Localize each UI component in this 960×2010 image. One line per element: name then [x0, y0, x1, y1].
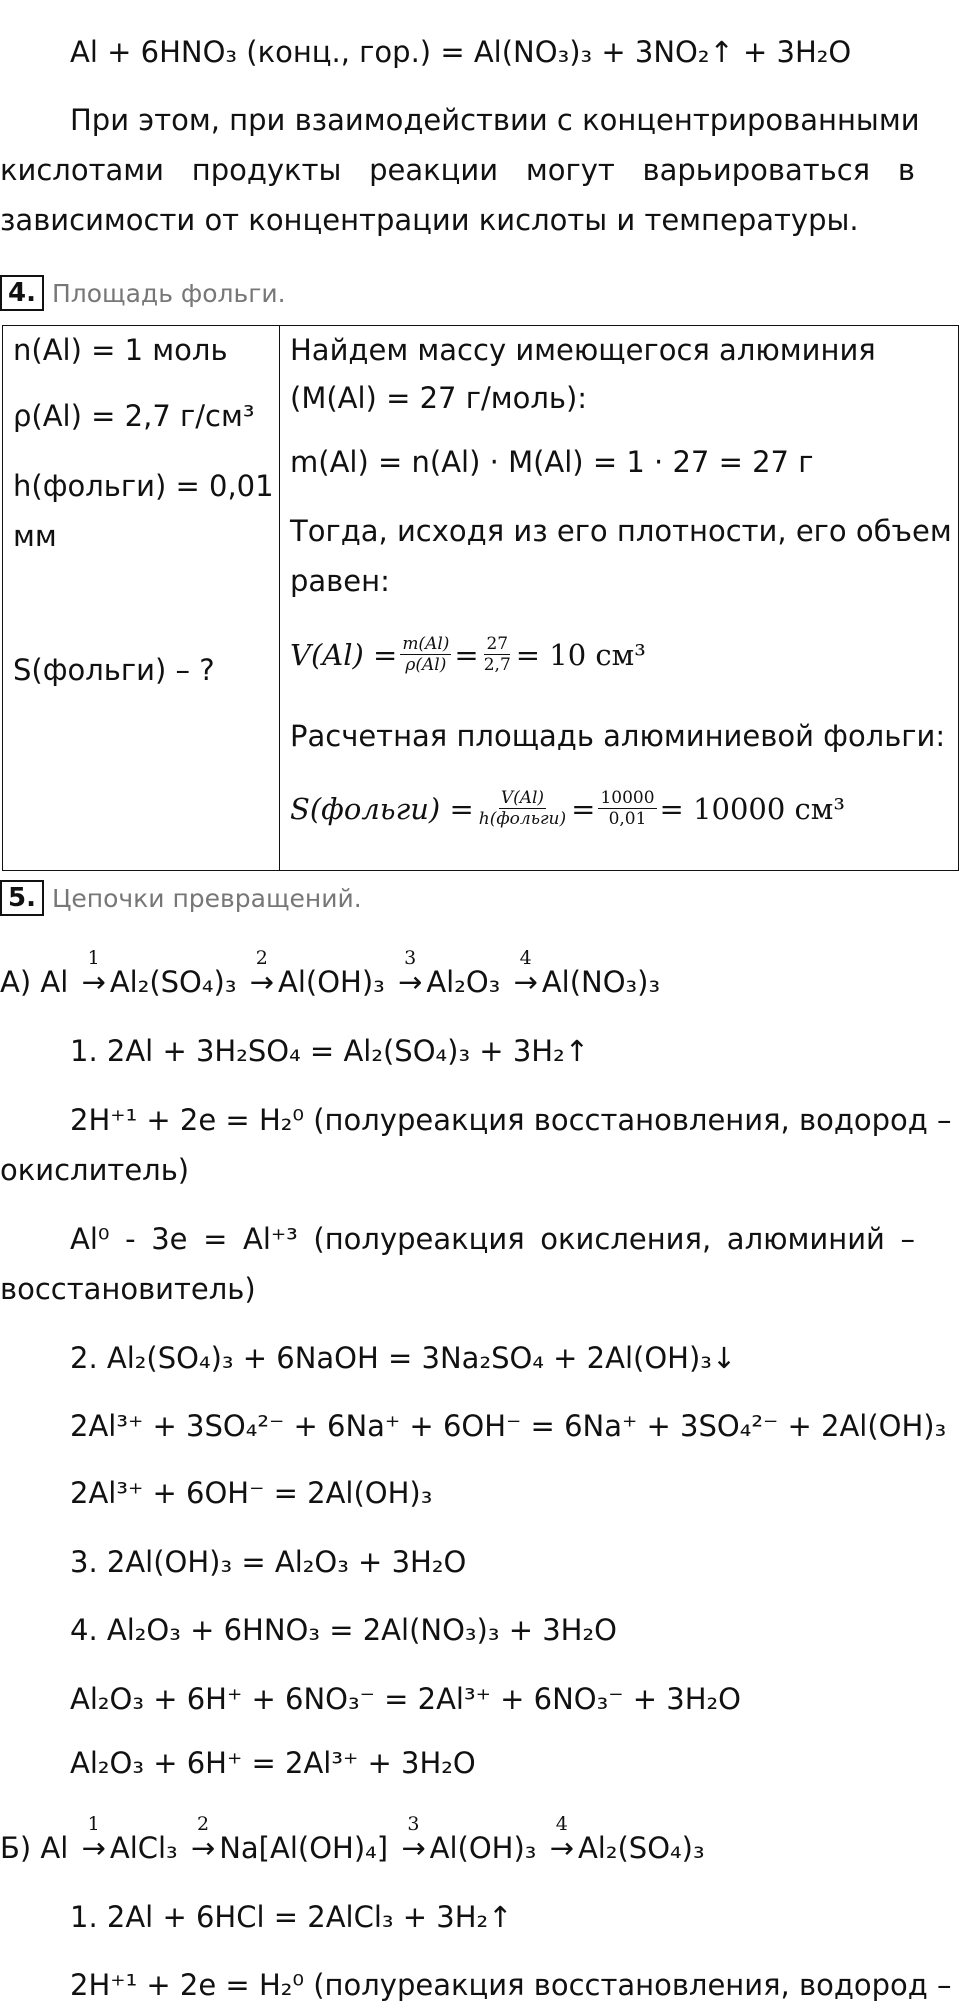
equation-line: 1. 2Al + 3H₂SO₄ = Al₂(SO₄)₃ + 3H₂↑	[70, 1034, 589, 1068]
task-4-header	[0, 273, 286, 313]
task-title: Цепочки превращений.	[51, 883, 362, 913]
equation-line: Al₂O₃ + 6H⁺ + 6NO₃⁻ = 2Al³⁺ + 6NO₃⁻ + 3H₂O	[70, 1682, 742, 1716]
task-title: Площадь фольги.	[51, 278, 286, 308]
equation-line: окислитель)	[0, 1153, 190, 1187]
chain-a: А) Al → 1 Al₂(SO₄)₃ → 2 Al(OH)₃ → 3 Al₂O₃ → 4 Al(NO₃)₃	[0, 947, 661, 999]
equation-line: Al₂O₃ + 6H⁺ = 2Al³⁺ + 3H₂O	[70, 1746, 476, 1780]
paragraph-line: кислотами продукты реакции могут варьироваться в	[0, 153, 915, 187]
equation-line: Al⁰ - 3e = Al⁺³ (полуреакция окисления, алюминий –	[70, 1222, 915, 1256]
area-formula: S(фольги) = $\frac{V(Al)}{\text{h(фольги)}}$ = $\frac{10000}{0,01}$ = 10000 см³	[290, 788, 845, 829]
reaction-line: Al + 6HNO₃ (конц., гор.) = Al(NO₃)₃ + 3NO₂↑ + 3H₂O	[70, 35, 852, 69]
equation-line: 2. Al₂(SO₄)₃ + 6NaOH = 3Na₂SO₄ + 2Al(OH)₃↓	[70, 1341, 737, 1375]
equation-line: 1. 2Al + 6HCl = 2AlCl₃ + 3H₂↑	[70, 1900, 513, 1934]
task-number: 5.	[0, 880, 44, 916]
equation-line: 2Al³⁺ + 6OH⁻ = 2Al(OH)₃	[70, 1476, 433, 1510]
given-rho: ρ(Al) = 2,7 г/см³	[13, 399, 255, 433]
paragraph-line: зависимости от концентрации кислоты и температуры.	[0, 203, 859, 237]
equation-line: восстановитель)	[0, 1272, 256, 1306]
solution-line: Тогда, исходя из его плотности, его объем	[290, 514, 952, 548]
task-5-header	[0, 878, 362, 918]
given-h: h(фольги) = 0,01	[13, 469, 274, 503]
given-h-unit: мм	[13, 519, 57, 553]
chain-b: Б) Al → 1 AlCl₃ → 2 Na[Al(OH)₄] → 3 Al(OH)₃ → 4 Al₂(SO₄)₃	[0, 1813, 705, 1865]
equation-line: 2H⁺¹ + 2e = H₂⁰ (полуреакция восстановления, водород –	[70, 1103, 952, 1137]
given-cell	[3, 326, 280, 871]
paragraph-line: При этом, при взаимодействии с концентрированными	[70, 103, 920, 137]
solution-cell	[280, 326, 959, 871]
volume-formula: V(Al) = $\frac{m(Al)}{\rho(Al)}$ = $\frac{27}{2,7}$ = 10 см³	[290, 634, 646, 675]
find-s: S(фольги) – ?	[13, 653, 215, 687]
equation-line: 4. Al₂O₃ + 6HNO₃ = 2Al(NO₃)₃ + 3H₂O	[70, 1613, 617, 1647]
solution-line: Расчетная площадь алюминиевой фольги:	[290, 719, 946, 753]
solution-line: (M(Al) = 27 г/моль):	[290, 381, 588, 415]
given-solution-table	[2, 325, 959, 871]
equation-line: 3. 2Al(OH)₃ = Al₂O₃ + 3H₂O	[70, 1545, 467, 1579]
given-n: n(Al) = 1 моль	[13, 333, 228, 367]
equation-line: 2Al³⁺ + 3SO₄²⁻ + 6Na⁺ + 6OH⁻ = 6Na⁺ + 3SO₄²⁻ + 2Al(OH)₃	[70, 1409, 947, 1443]
mass-equation: m(Al) = n(Al) · M(Al) = 1 · 27 = 27 г	[290, 445, 814, 479]
solution-line: Найдем массу имеющегося алюминия	[290, 333, 876, 367]
solution-line: равен:	[290, 564, 390, 598]
task-number: 4.	[0, 275, 44, 311]
equation-line: 2H⁺¹ + 2e = H₂⁰ (полуреакция восстановления, водород –	[70, 1968, 952, 2002]
